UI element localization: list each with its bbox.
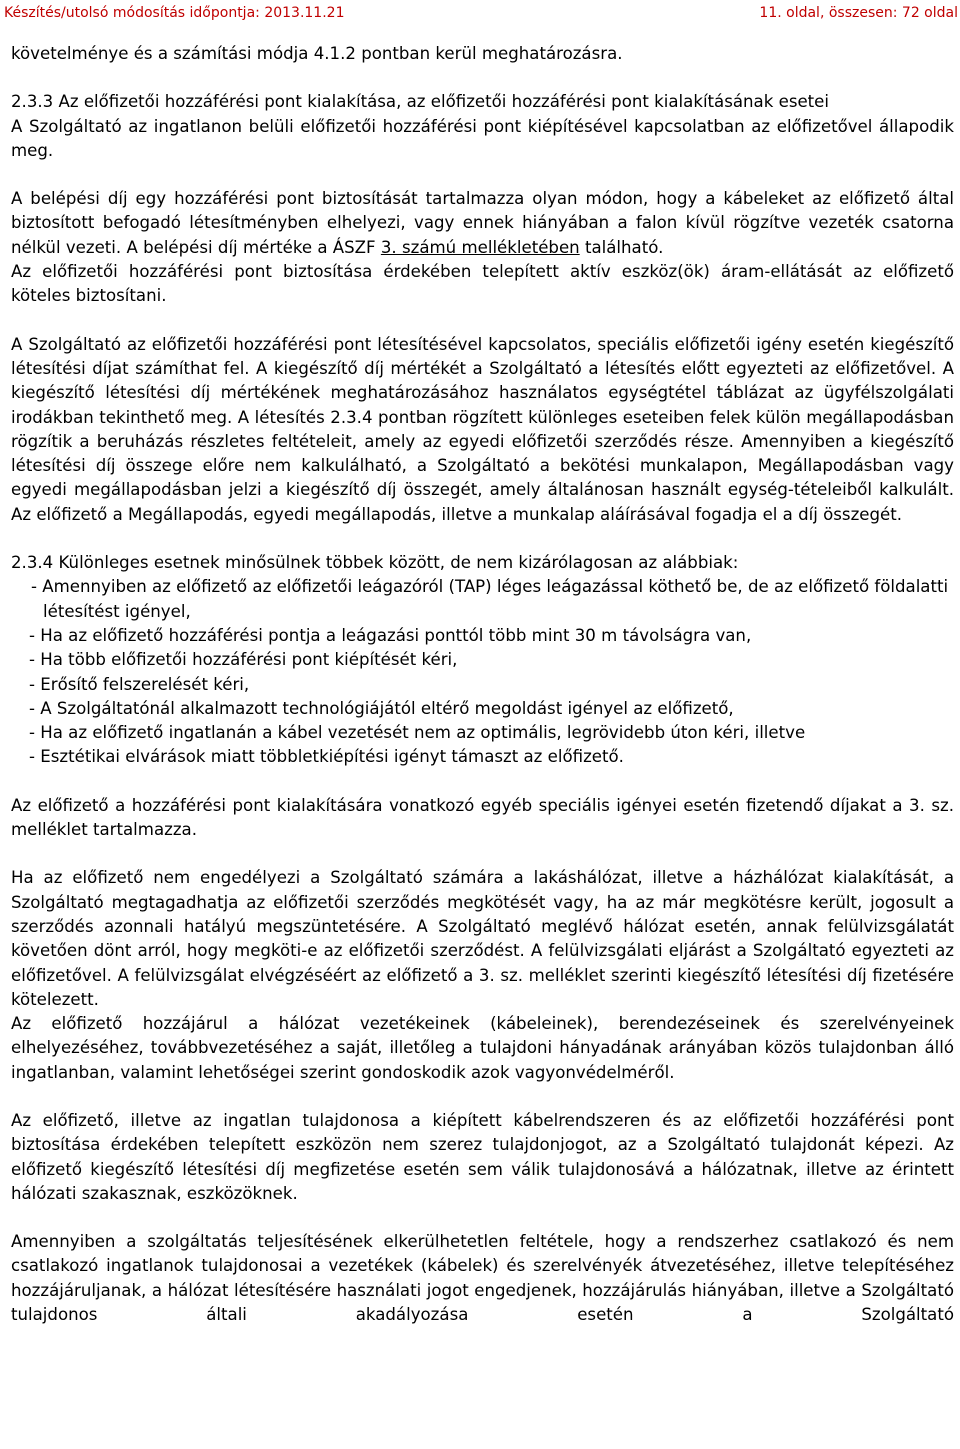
paragraph-entry-fee (11, 187, 954, 260)
document-body (11, 42, 954, 1327)
paragraph-conditions: Amennyiben a szolgáltatás teljesítésének elkerülhetetlen feltétele, hogy a rendszerhez csatlakozó és nem csatlakozó ingatlanok tulajdonosai a vezetékek (kábelek) és szerelvényék átvezetéséhez, illetve telepítéséhez hozzájáruljanak, a hálózat létesítésére használati jogot engedjenek, hozzájárulás hiányában, illetve a Szolgáltató tulajdonos általi akadályozása esetén a Szolgáltató (11, 1232, 954, 1325)
list-item: - Esztétikai elvárások miatt többletkiépítési igényt támaszt az előfizető. (29, 747, 624, 767)
section-heading-2-3-3: 2.3.3 Az előfizetői hozzáférési pont kialakítása, az előfizetői hozzáférési pont kialakításának esetei (11, 92, 829, 112)
paragraph-extra-fee: A Szolgáltató az előfizetői hozzáférési pont létesítésével kapcsolatos, speciális előfizetői igény esetén kiegészítő létesítési díjat számíthat fel. A kiegészítő díj mértékét a Szolgáltató a létesítés előtt egyezteti az előfizetővel. A kiegészítő létesítési díj mértékének meghatározásához használatos egységtétel táblázat az ügyfélszolgálati irodákban tekinthető meg. A létesítés 2.3.4 pontban rögzített különleges eseteiben felek külön megállapodásban rögzítik a beruházás részletes feltételeit, amely az egyedi előfizetői szerződés része. Amennyiben a kiegészítő létesítési díj összege előre nem kalkulálható, a Szolgáltató a bekötési munkalapon, Megállapodásban vagy egyedi megállapodásban jelzi a kiegészítő díj összegét, amely általánosan használt egység-tételeiből kalkulált. Az előfizető a Megállapodás, egyedi megállapodás, illetve a munkalap aláírásával fogadja el a díj összegét. (11, 334, 954, 524)
header-page-count: 11. oldal, összesen: 72 oldal (759, 5, 958, 21)
list-item: - Erősítő felszerelését kéri, (29, 674, 250, 694)
paragraph-ownership: Az előfizető, illetve az ingatlan tulajdonosa a kiépített kábelrendszeren és az előfizetői hozzáférési pont biztosítása érdekében telepített eszközön nem szerez tulajdonjogot, az a Szolgáltató tulajdonát képezi. Az előfizető kiegészítő létesítési díj megfizetése esetén sem válik tulajdonosává a hálózatnak, illetve az érintett hálózati szakasznak, eszközöknek. (11, 1110, 954, 1203)
section-heading-2-3-4: 2.3.4 Különleges esetnek minősülnek többek között, de nem kizárólagosan az alábbiak: (11, 553, 739, 573)
list-item: - Amennyiben az előfizető az előfizetői leágazóról (TAP) léges leágazással köthető be, de az előfizető földalatti létesítést igényel, (31, 577, 949, 621)
paragraph-special-requests: Az előfizető a hozzáférési pont kialakítására vonatkozó egyéb speciális igényei esetén fizetendő díjakat a 3. sz. melléklet tartalmazza. (11, 795, 954, 840)
list-item: - Ha több előfizetői hozzáférési pont kiépítését kéri, (29, 650, 458, 670)
paragraph-network-permission: Ha az előfizető nem engedélyezi a Szolgáltató számára a lakáshálózat, illetve a házhálózat kialakítását, a Szolgáltató megtagadhatja az előfizetői szerződés megkötését vagy, ha az már megkötésre került, jogosult a szerződés azonnali hatályú megszüntetésére. A Szolgáltató meglévő hálózat esetén, annak felülvizsgálatát követően dönt arról, hogy megköti-e az előfizetői szerződést. A felülvizsgálati eljárást a Szolgáltató egyezteti az előfizetővel. A felülvizsgálat elvégzéséért az előfizető a 3. sz. melléklet szerinti kiegészítő létesítési díj fizetésére kötelezett. (11, 868, 954, 1009)
paragraph-intro: követelménye és a számítási módja 4.1.2 pontban kerül meghatározásra. (11, 44, 623, 63)
paragraph-access-point: A Szolgáltató az ingatlanon belüli előfizetői hozzáférési pont kiépítésével kapcsolatban az előfizetővel állapodik meg. (11, 116, 954, 160)
entry-fee-text-end: található. (579, 237, 664, 257)
list-item: - A Szolgáltatónál alkalmazott technológiájától eltérő megoldást igényel az előfizető, (29, 698, 734, 718)
paragraph-power-supply: Az előfizetői hozzáférési pont biztosítása érdekében telepített aktív eszköz(ök) áram-ellátását az előfizető köteles biztosítani. (11, 262, 954, 306)
header-date: Készítés/utolsó módosítás időpontja: 2013.11.21 (4, 5, 345, 21)
list-item: - Ha az előfizető hozzáférési pontja a leágazási ponttól több mint 30 m távolságra van, (29, 625, 752, 645)
list-item: - Ha az előfizető ingatlanán a kábel vezetését nem az optimális, legrövidebb úton kéri, illetve (29, 723, 806, 743)
annex-link[interactable]: 3. számú mellékletében (380, 237, 580, 257)
page-header (0, 0, 960, 26)
entry-fee-text: A belépési díj egy hozzáférési pont biztosítását tartalmazza olyan módon, hogy a kábeleket az előfizető által biztosított befogadó létesítményben elhelyezi, vagy ennek hiányában a falon kívül rögzítve vezeték csatorna nélkül vezeti. A belépési díj mértéke a ÁSZF (11, 189, 954, 257)
paragraph-cabling-consent: Az előfizető hozzájárul a hálózat vezetékeinek (kábeleinek), berendezéseinek és szerelvényeinek elhelyezéséhez, továbbvezetéséhez a saját, illetőleg a tulajdoni hányadának arányában közös tulajdonban álló ingatlanban, valamint lehetőségei szerint gondoskodik azok vagyonvédelméről. (11, 1014, 954, 1082)
